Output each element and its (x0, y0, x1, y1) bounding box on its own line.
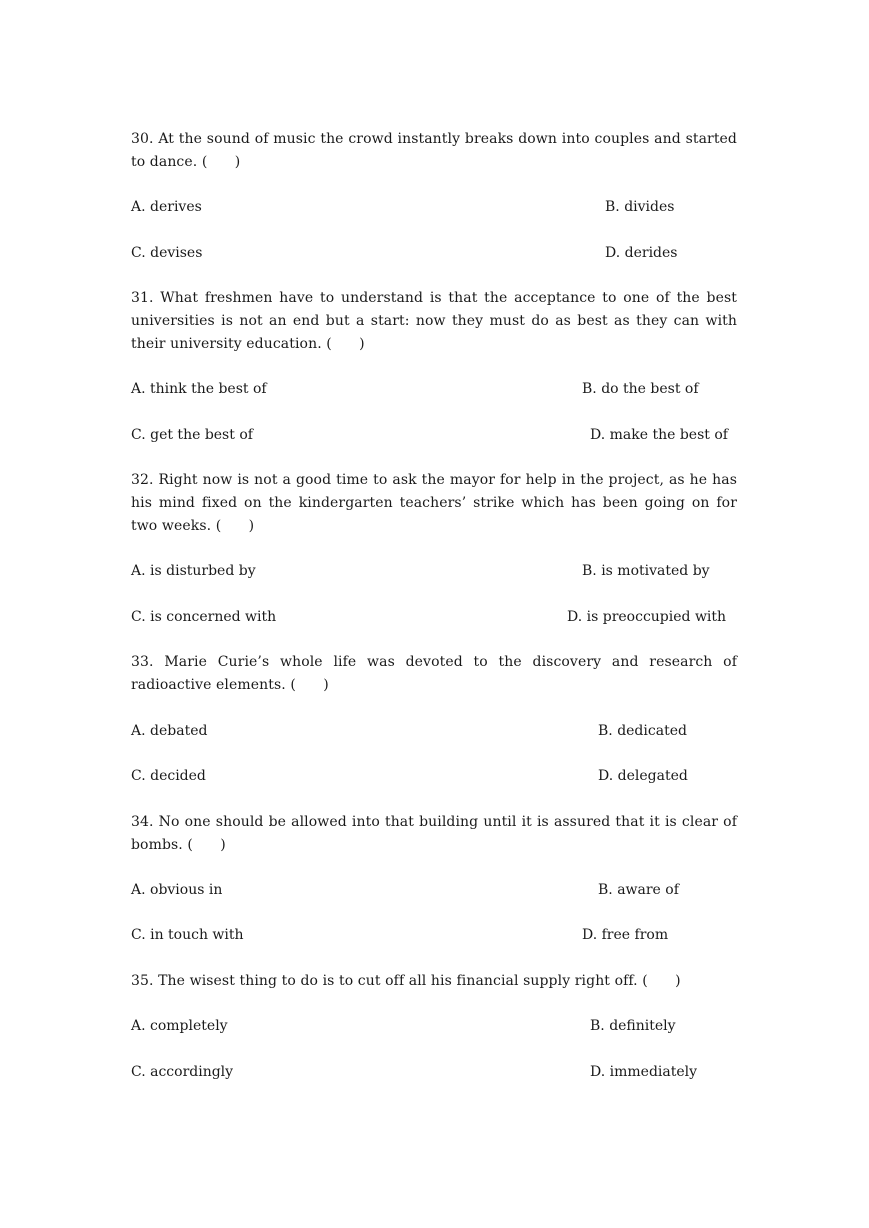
question-32-option-a: A. is disturbed by (131, 563, 256, 579)
question-30-option-d: D. derides (605, 245, 678, 261)
question-30-option-a: A. derives (131, 199, 202, 215)
question-35-stem: 35. The wisest thing to do is to cut off all his financial supply right off. ( ) (131, 973, 681, 989)
question-31-option-c: C. get the best of (131, 427, 253, 443)
question-33-option-b: B. dedicated (598, 723, 687, 739)
question-30-option-c: C. devises (131, 245, 203, 261)
question-34-option-a: A. obvious in (131, 882, 223, 898)
question-35-option-d: D. immediately (590, 1064, 698, 1080)
question-31-option-d: D. make the best of (590, 427, 728, 443)
question-35-option-b: B. definitely (590, 1018, 676, 1034)
question-32-stem: 32. Right now is not a good time to ask the mayor for help in the project, as he has his mind fixed on the kindergarten teachers’ strike which has been going on for two weeks. ( ) (131, 472, 742, 534)
question-31-option-a: A. think the best of (131, 381, 267, 397)
question-32-option-b: B. is motivated by (582, 563, 710, 579)
question-31-stem: 31. What freshmen have to understand is that the acceptance to one of the best universities is not an end but a start: now they must do as best as they can with their university education. ( ) (131, 290, 742, 352)
question-33-option-c: C. decided (131, 768, 206, 784)
question-33-option-d: D. delegated (598, 768, 688, 784)
question-31-option-b: B. do the best of (582, 381, 699, 397)
question-35-option-c: C. accordingly (131, 1064, 234, 1080)
question-34-option-b: B. aware of (598, 882, 679, 898)
question-34-stem: 34. No one should be allowed into that building until it is assured that it is clear of bombs. ( ) (131, 814, 742, 853)
question-33-option-a: A. debated (131, 723, 208, 739)
question-33-stem: 33. Marie Curie’s whole life was devoted to the discovery and research of radioactive elements. ( ) (131, 654, 742, 693)
question-34-option-c: C. in touch with (131, 927, 244, 943)
question-35-option-a: A. completely (131, 1018, 228, 1034)
question-34-option-d: D. free from (582, 927, 669, 943)
question-30-option-b: B. divides (605, 199, 675, 215)
question-30-stem: 30. At the sound of music the crowd instantly breaks down into couples and started to dance. ( ) (131, 131, 742, 170)
question-32-option-d: D. is preoccupied with (567, 609, 727, 625)
question-32-option-c: C. is concerned with (131, 609, 277, 625)
